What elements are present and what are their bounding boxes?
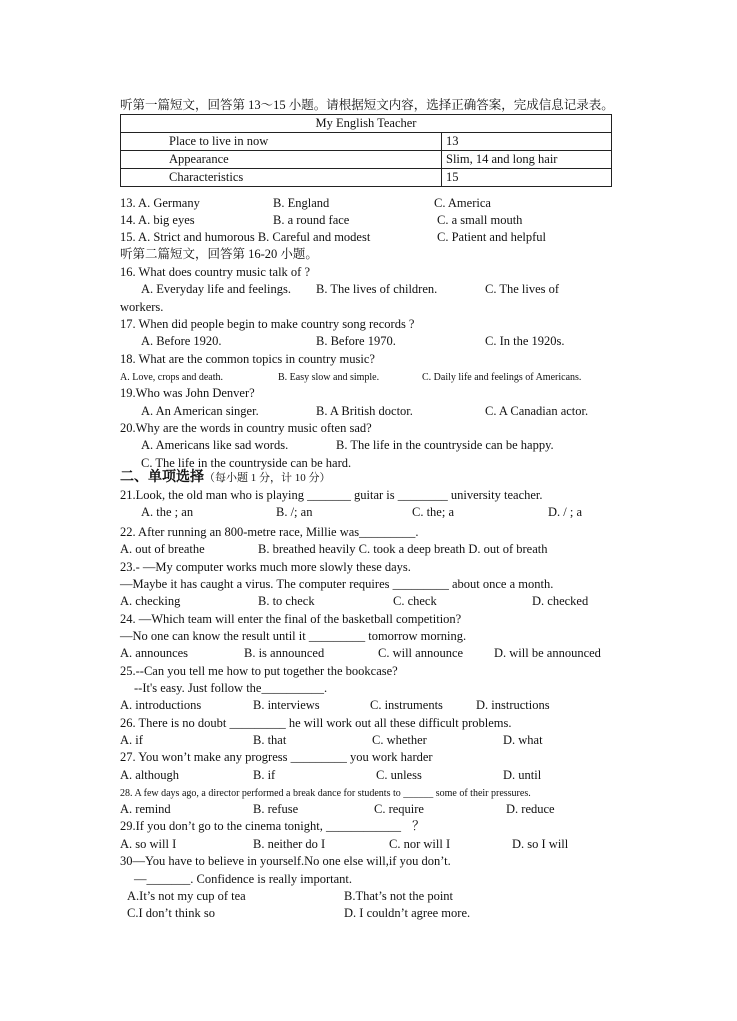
table-cell-value: 15 xyxy=(442,169,612,187)
q16-option-c: C. The lives of xyxy=(485,282,560,296)
q20-option-b: B. The life in the countryside can be happy. xyxy=(336,438,554,452)
q21-option-b: B. /; an xyxy=(276,505,313,519)
q24-stem-2: —No one can know the result until it _________ tomorrow morning. xyxy=(120,629,467,643)
q23-stem-2: —Maybe it has caught a virus. The computer requires _________ about once a month. xyxy=(120,577,554,591)
table-cell-value: 13 xyxy=(442,133,612,151)
q27-option-b: B. if xyxy=(253,768,276,782)
q21-stem: 21.Look, the old man who is playing _______ guitar is ________ university teacher. xyxy=(120,488,543,502)
q30-stem: 30—You have to believe in yourself.No one else will,if you don’t. xyxy=(120,854,451,868)
q26-option-c: C. whether xyxy=(372,733,427,747)
q24-option-c: C. will announce xyxy=(378,646,464,660)
q27-option-d: D. until xyxy=(503,768,542,782)
q29-option-d: D. so I will xyxy=(512,837,569,851)
q28-stem: 28. A few days ago, a director performed a break dance for students to ______ some of their pressures. xyxy=(120,788,531,799)
q22-option-bcd: B. breathed heavily C. took a deep breath D. out of breath xyxy=(258,542,548,556)
q25-option-a: A. introductions xyxy=(120,698,202,712)
q15-option-c: C. Patient and helpful xyxy=(437,230,547,244)
q29-option-c: C. nor will I xyxy=(389,837,451,851)
q16-option-a: A. Everyday life and feelings. xyxy=(141,282,291,296)
q29-stem-text: 29.If you don’t go to the cinema tonight, ____________ xyxy=(120,819,401,833)
q25-stem-2: --It's easy. Just follow the__________. xyxy=(134,681,328,695)
table-header-row xyxy=(121,115,612,133)
q24-option-a: A. announces xyxy=(120,646,189,660)
q24-option-b: B. is announced xyxy=(244,646,325,660)
q27-stem: 27. You won’t make any progress _________ you work harder xyxy=(120,750,433,764)
q21-option-c: C. the; a xyxy=(412,505,455,519)
q18-option-a: A. Love, crops and death. xyxy=(120,372,224,383)
q16-stem: 16. What does country music talk of ? xyxy=(120,265,311,279)
q20-stem: 20.Why are the words in country music often sad? xyxy=(120,421,372,435)
q25-option-b: B. interviews xyxy=(253,698,320,712)
q19-option-a: A. An American singer. xyxy=(141,404,259,418)
q16-option-b: B. The lives of children. xyxy=(316,282,438,296)
q29-stem xyxy=(120,819,425,834)
q20-option-c: C. The life in the countryside can be hard. xyxy=(141,456,352,470)
q18-stem: 18. What are the common topics in country music? xyxy=(120,352,375,366)
table-cell-label: Appearance xyxy=(121,151,442,169)
q23-option-b: B. to check xyxy=(258,594,315,608)
q17-option-c: C. In the 1920s. xyxy=(485,334,565,348)
q24-stem: 24. —Which team will enter the final of the basketball competition? xyxy=(120,612,462,626)
q19-option-b: B. A British doctor. xyxy=(316,404,413,418)
q29-option-b: B. neither do I xyxy=(253,837,326,851)
q28-option-a: A. remind xyxy=(120,802,171,816)
table-title: My English Teacher xyxy=(121,115,612,133)
q23-option-c: C. check xyxy=(393,594,437,608)
part2-instruction: 听第二篇短文，回答第 16-20 小题。 xyxy=(120,247,318,261)
part1-instruction: 听第一篇短文，回答第 13～15 小题。请根据短文内容，选择正确答案，完成信息记录表。 xyxy=(120,98,614,112)
table-row xyxy=(121,151,612,169)
q19-option-c: C. A Canadian actor. xyxy=(485,404,589,418)
q24-option-d: D. will be announced xyxy=(494,646,601,660)
q21-option-a: A. the ; an xyxy=(141,505,194,519)
section2-note: （每小题 1 分，计 10 分） xyxy=(204,472,331,484)
q14-option-b: B. a round face xyxy=(273,213,350,227)
q23-option-a: A. checking xyxy=(120,594,181,608)
q28-option-c: C. require xyxy=(374,802,424,816)
q28-option-b: B. refuse xyxy=(253,802,299,816)
q27-option-a: A. although xyxy=(120,768,180,782)
q30-option-d: D. I couldn’t agree more. xyxy=(344,906,471,920)
q17-stem: 17. When did people begin to make country song records ? xyxy=(120,317,415,331)
table-cell-label: Characteristics xyxy=(121,169,442,187)
q30-stem-2: —_______. Confidence is really important. xyxy=(134,872,353,886)
q18-option-b: B. Easy slow and simple. xyxy=(278,372,380,383)
q23-stem: 23.- —My computer works much more slowly these days. xyxy=(120,560,411,574)
q22-stem: 22. After running an 800-metre race, Millie was_________. xyxy=(120,525,419,539)
q17-option-a: A. Before 1920. xyxy=(141,334,222,348)
table-row xyxy=(121,169,612,187)
q13-option-b: B. England xyxy=(273,196,330,210)
q14-option-c: C. a small mouth xyxy=(437,213,523,227)
table-cell-value: Slim, 14 and long hair xyxy=(442,151,612,169)
q28-option-d: D. reduce xyxy=(506,802,555,816)
section2-title: 二、单项选择 xyxy=(120,470,204,485)
q15-option-ab: 15. A. Strict and humorous B. Careful and modest xyxy=(120,230,371,244)
q26-stem: 26. There is no doubt _________ he will work out all these difficult problems. xyxy=(120,716,512,730)
q23-option-d: D. checked xyxy=(532,594,589,608)
q26-option-b: B. that xyxy=(253,733,287,747)
q25-stem: 25.--Can you tell me how to put together the bookcase? xyxy=(120,664,398,678)
q16-option-c-cont: workers. xyxy=(120,300,164,314)
q25-option-c: C. instruments xyxy=(370,698,443,712)
q13-option-c: C. America xyxy=(434,196,491,210)
q18-option-c: C. Daily life and feelings of Americans. xyxy=(422,372,582,383)
q26-option-a: A. if xyxy=(120,733,143,747)
q14-option-a: 14. A. big eyes xyxy=(120,213,195,227)
q27-option-c: C. unless xyxy=(376,768,422,782)
table-row xyxy=(121,133,612,151)
info-record-table xyxy=(120,114,612,187)
q20-option-a: A. Americans like sad words. xyxy=(141,438,289,452)
q19-stem: 19.Who was John Denver? xyxy=(120,386,255,400)
q30-option-b: B.That’s not the point xyxy=(344,889,454,903)
q29-question-mark: ？ xyxy=(412,819,425,833)
section2-heading xyxy=(120,470,331,486)
q30-option-c: C.I don’t think so xyxy=(127,906,215,920)
q25-option-d: D. instructions xyxy=(476,698,550,712)
q17-option-b: B. Before 1970. xyxy=(316,334,396,348)
q22-option-a: A. out of breathe xyxy=(120,542,205,556)
q29-option-a: A. so will I xyxy=(120,837,177,851)
q30-option-a: A.It’s not my cup of tea xyxy=(127,889,246,903)
q26-option-d: D. what xyxy=(503,733,543,747)
q21-option-d: D. / ; a xyxy=(548,505,583,519)
q13-option-a: 13. A. Germany xyxy=(120,196,200,210)
table-cell-label: Place to live in now xyxy=(121,133,442,151)
